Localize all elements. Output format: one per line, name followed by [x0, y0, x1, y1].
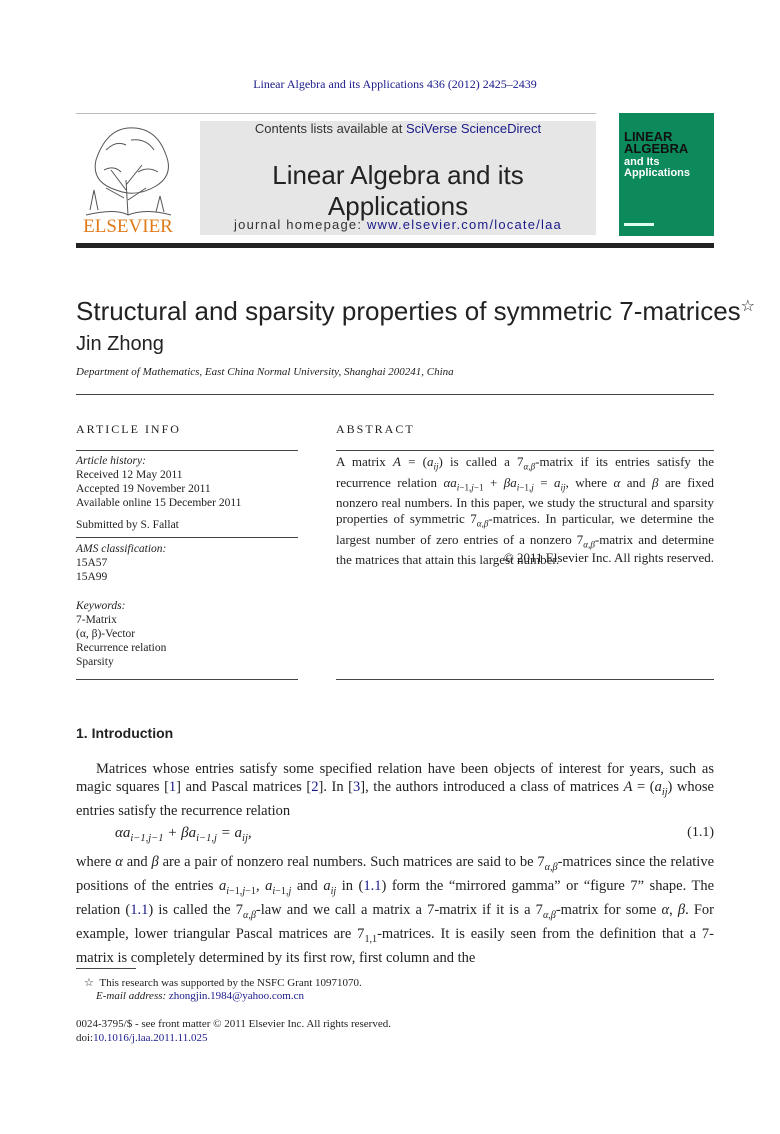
info-rule: [76, 450, 298, 451]
info-rule: [76, 537, 298, 538]
ref-3-link[interactable]: 3: [353, 779, 361, 795]
email-footnote: E-mail address: zhongjin.1984@yahoo.com.cn: [96, 990, 304, 1002]
keywords: Keywords: 7-Matrix (α, β)-Vector Recurrence relation Sparsity: [76, 600, 167, 668]
author-name: Jin Zhong: [76, 333, 164, 355]
title-footnote-mark[interactable]: ☆: [740, 298, 755, 315]
abstract-rule: [336, 450, 714, 451]
funding-footnote: ☆ This research was supported by the NSFC Grant 10971070.: [84, 977, 362, 989]
issn-line: 0024-3795/$ - see front matter © 2011 Elsevier Inc. All rights reserved.: [76, 1018, 391, 1030]
article-info-heading: ARTICLE INFO: [76, 422, 181, 436]
title-divider: [76, 394, 714, 395]
author-email-link[interactable]: zhongjin.1984@yahoo.com.cn: [168, 990, 304, 1002]
contents-line: Contents lists available at SciVerse ScienceDirect: [254, 121, 542, 136]
eq-ref-link[interactable]: 1.1: [363, 877, 382, 894]
journal-homepage: journal homepage: www.elsevier.com/locate/laa: [234, 217, 562, 232]
abstract-body: A matrix $A = (a_{ij})$ is called a $7_{\alpha,\beta}$-matrix if its entries satisfy the recurrence relation $\alpha a_{i-1,j-1} + \beta a_{i-1,j} = a_{ij}$, where α and β are fixed nonzero real numbers. In this paper, we study the structural and sparsity properties of symmetric $7_{\alpha,\beta}$-matrices. In particular, we determine the largest number of zero entries of a nonzero $7_{\alpha,\beta}$-matrix and determine the matrices that attain this largest number.: [336, 454, 715, 568]
abstract-heading: ABSTRACT: [336, 422, 415, 436]
section-heading-introduction: 1. Introduction: [76, 725, 174, 741]
ams-classification: AMS classification: 15A57 15A99: [76, 543, 167, 583]
header-top-line: [76, 113, 596, 114]
intro-paragraph-1: Matrices whose entries satisfy some specified relation have been objects of interest for years, such as magic squares [1] and Pascal matrices [2]. In [3], the authors introduced a class of matrices $A = (a_{ij})$ whose entries satisfy the recurrence relation: [76, 761, 714, 819]
journal-title: Linear Algebra and its Applications: [272, 160, 524, 221]
abstract-bottom-rule: [336, 679, 714, 680]
ref-2-link[interactable]: 2: [311, 779, 319, 795]
footnote-rule: [76, 968, 136, 969]
submitted-by: Submitted by S. Fallat: [76, 519, 179, 531]
affiliation: Department of Mathematics, East China Normal University, Shanghai 200241, China: [76, 366, 454, 378]
equation-1-1: $\alpha a_{i-1,j-1} + \beta a_{i-1,j} = a_{ij}$,: [115, 825, 252, 844]
intro-paragraph-2: where α and β are a pair of nonzero real numbers. Such matrices are said to be $7_{\alpha,\beta}$-matrices since the relative positions of the entries $a_{i-1,j-1}$, $a_{i-1,j}$ and $a_{ij}$ in (1.1) form the “mirrored gamma” or “figure 7” shape. The relation (1.1) is called the $7_{\alpha,\beta}$-law and we call a matrix a 7-matrix if it is a $7_{\alpha,\beta}$-matrix for some α, β. For example, lower triangular Pascal matrices are $7_{1,1}$-matrices. It is easily seen from the definition that a 7-matrix is completely determined by its first row, first column and the: [76, 854, 715, 966]
homepage-link[interactable]: www.elsevier.com/locate/laa: [366, 217, 562, 232]
svg-text:ELSEVIER: ELSEVIER: [83, 216, 173, 237]
elsevier-tree-logo-icon: [76, 120, 180, 238]
journal-cover[interactable]: LINEAR ALGEBRA and Its Applications: [619, 113, 714, 236]
article-history: Article history: Received 12 May 2011 Accepted 19 November 2011 Available online 15 December 2011: [76, 455, 242, 509]
eq-ref-link[interactable]: 1.1: [130, 901, 149, 918]
ref-1-link[interactable]: 1: [168, 779, 177, 795]
sciencedirect-link[interactable]: SciVerse ScienceDirect: [405, 121, 542, 136]
equation-number: (1.1): [687, 825, 714, 840]
journal-citation[interactable]: Linear Algebra and its Applications 436 (2012) 2425–2439: [253, 77, 537, 91]
article-title: Structural and sparsity properties of symmetric 7-matrices☆: [76, 296, 755, 326]
doi-line: doi:10.1016/j.laa.2011.11.025: [76, 1032, 208, 1044]
info-bottom-rule: [76, 679, 298, 680]
header-thick-rule: [76, 243, 714, 248]
doi-link[interactable]: 10.1016/j.laa.2011.11.025: [93, 1032, 208, 1044]
copyright-notice: © 2011 Elsevier Inc. All rights reserved.: [503, 550, 714, 565]
